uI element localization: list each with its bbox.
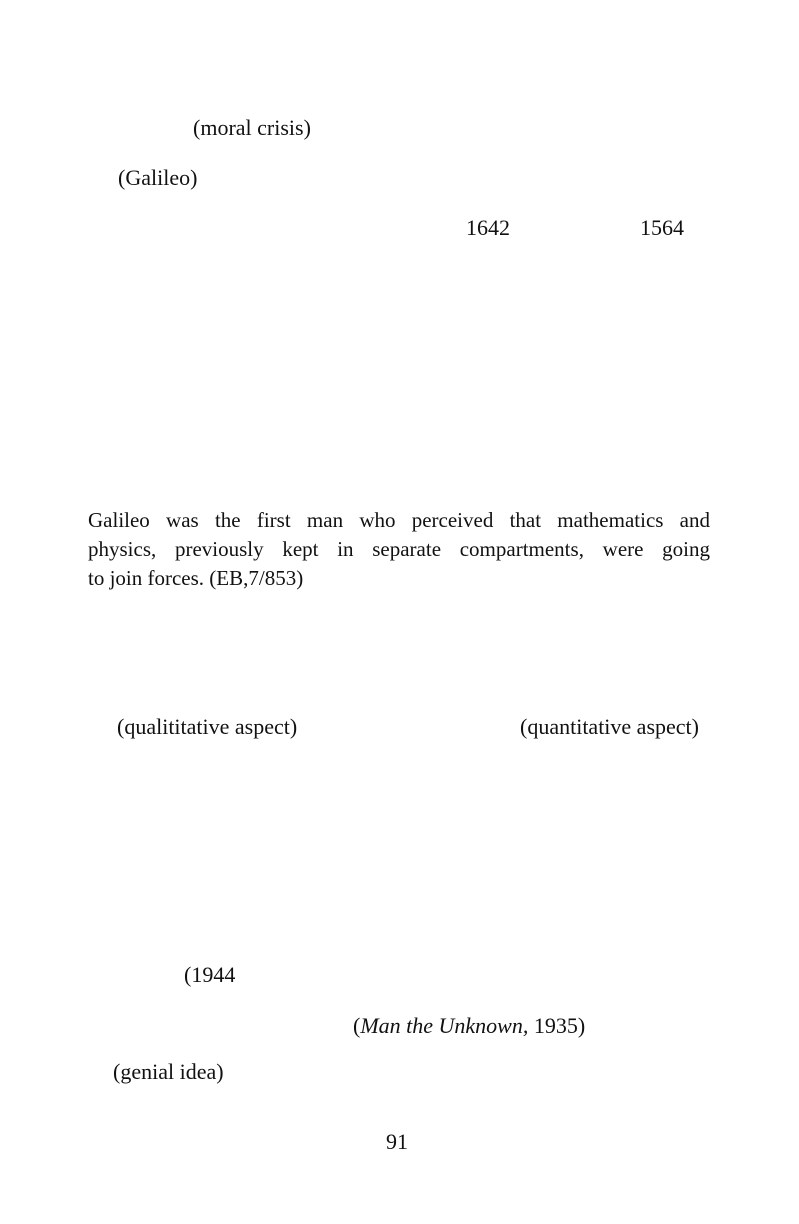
year-1944-note: (1944 [184,962,236,987]
book-year: 1935) [528,1013,586,1038]
qualitative-aspect-note: (qualititative aspect) [117,714,298,739]
quote-line-3: to join forces. (EB,7/853) [88,566,304,590]
book-citation [353,1015,585,1037]
moral-crisis-note: (moral crisis) [193,115,311,140]
book-open-paren: ( [353,1013,361,1038]
quantitative-aspect-note: (quantitative aspect) [520,714,699,739]
galileo-quote [88,506,710,593]
year-1564: 1564 [640,215,684,240]
year-1642: 1642 [466,215,510,240]
quote-line-1: Galileo was the first man who perceived that mathematics and [88,508,710,532]
quote-line-2: physics, previously kept in separate compartments, were going [88,537,710,561]
book-title: Man the Unknown, [360,1013,529,1038]
genial-idea-note: (genial idea) [113,1059,224,1084]
galileo-note: (Galileo) [118,165,198,190]
page-number: 91 [386,1129,408,1154]
